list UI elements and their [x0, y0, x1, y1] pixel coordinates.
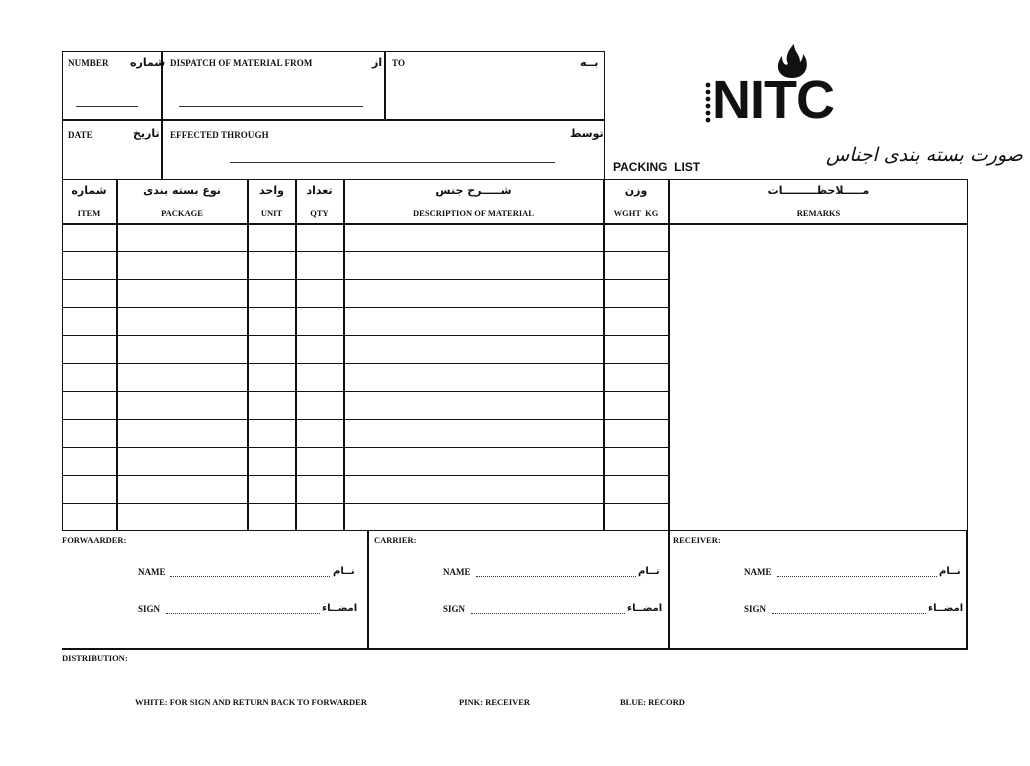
table-row	[62, 279, 669, 280]
distribution-blue: BLUE: RECORD	[620, 697, 685, 707]
sig-right-border	[966, 531, 968, 649]
header-vline-1	[161, 51, 163, 180]
effected-field[interactable]	[230, 162, 555, 163]
forwarder-sign-label: SIGN	[138, 604, 161, 614]
to-label: TO	[392, 58, 406, 68]
receiver-name-label-fa: نــام	[939, 566, 961, 577]
col-line-5	[603, 179, 605, 531]
sig-divider-2	[668, 531, 670, 649]
effected-label: EFFECTED THROUGH	[170, 130, 269, 140]
carrier-sign-field[interactable]	[471, 613, 625, 614]
col-item-en: ITEM	[77, 208, 101, 218]
carrier-name-label-fa: نــام	[638, 566, 660, 577]
forwarder-title: FORWAARDER:	[62, 535, 127, 545]
col-item-fa: شماره	[71, 184, 107, 197]
col-weight-fa: وزن	[624, 184, 648, 197]
table-row	[62, 419, 669, 420]
receiver-title: RECEIVER:	[673, 535, 721, 545]
distribution-label: DISTRIBUTION:	[62, 653, 128, 663]
packing-list-title: PACKING LIST	[613, 160, 701, 174]
carrier-title: CARRIER:	[374, 535, 417, 545]
to-label-fa: بــه	[580, 56, 599, 69]
sig-divider-1	[367, 531, 369, 649]
table-row	[62, 447, 669, 448]
col-line-1	[116, 179, 118, 531]
forwarder-sign-label-fa: امضــاء	[322, 603, 358, 614]
col-line-2	[247, 179, 249, 531]
col-unit-en: UNIT	[260, 208, 283, 218]
receiver-sign-field[interactable]	[772, 613, 926, 614]
nitc-logo	[702, 44, 862, 128]
receiver-sign-label: SIGN	[744, 604, 767, 614]
table-row	[62, 391, 669, 392]
form-title-fa: صورت بسته بندی اجناس	[826, 144, 1023, 166]
remarks-area[interactable]	[670, 225, 966, 529]
col-package-en: PACKAGE	[161, 208, 203, 218]
col-line-4	[343, 179, 345, 531]
col-unit-fa: واحد	[259, 184, 284, 197]
forwarder-sign-field[interactable]	[166, 613, 320, 614]
carrier-sign-label-fa: امضــاء	[627, 603, 663, 614]
col-weight-en: WGHT KG	[613, 208, 659, 218]
table-row	[62, 475, 669, 476]
col-remarks-en: REMARKS	[796, 208, 841, 218]
table-row	[62, 307, 669, 308]
dispatch-field[interactable]	[179, 106, 363, 107]
forwarder-name-label-fa: نــام	[333, 566, 355, 577]
dispatch-label-fa: از	[372, 56, 383, 69]
signature-bottom-line	[62, 648, 968, 650]
table-row	[62, 335, 669, 336]
date-label-fa: تاریخ	[133, 127, 160, 140]
col-qty-en: QTY	[310, 208, 329, 218]
distribution-pink: PINK: RECEIVER	[459, 697, 531, 707]
forwarder-name-label: NAME	[138, 567, 166, 577]
table-row	[62, 503, 669, 504]
logo-dots	[704, 82, 712, 129]
distribution-white: WHITE: FOR SIGN AND RETURN BACK TO FORWARDER	[135, 697, 367, 707]
logo-text: NITC	[712, 70, 834, 130]
col-line-3	[295, 179, 297, 531]
col-package-fa: نوع بسته بندی	[143, 184, 221, 197]
number-field[interactable]	[76, 106, 138, 107]
table-row	[62, 363, 669, 364]
col-description-fa: شـــــرح جنس	[435, 184, 512, 197]
carrier-name-field[interactable]	[476, 576, 636, 577]
header-vline-2	[384, 51, 386, 120]
forwarder-name-field[interactable]	[170, 576, 330, 577]
date-field[interactable]	[66, 145, 158, 175]
effected-label-fa: توسط	[570, 127, 604, 140]
col-qty-fa: تعداد	[306, 184, 333, 197]
col-remarks-fa: مـــــلاحظـــــــــات	[767, 184, 870, 197]
carrier-sign-label: SIGN	[443, 604, 466, 614]
table-row	[62, 251, 669, 252]
header-divider	[62, 119, 605, 121]
receiver-name-label: NAME	[744, 567, 772, 577]
col-description-en: DESCRIPTION OF MATERIAL	[413, 208, 534, 218]
receiver-name-field[interactable]	[777, 576, 937, 577]
number-label-fa: شماره	[130, 56, 166, 69]
date-label: DATE	[68, 130, 93, 140]
carrier-name-label: NAME	[443, 567, 471, 577]
to-field[interactable]	[390, 72, 600, 112]
number-label: NUMBER	[68, 58, 109, 68]
dispatch-label: DISPATCH OF MATERIAL FROM	[170, 58, 313, 68]
receiver-sign-label-fa: امضــاء	[928, 603, 964, 614]
